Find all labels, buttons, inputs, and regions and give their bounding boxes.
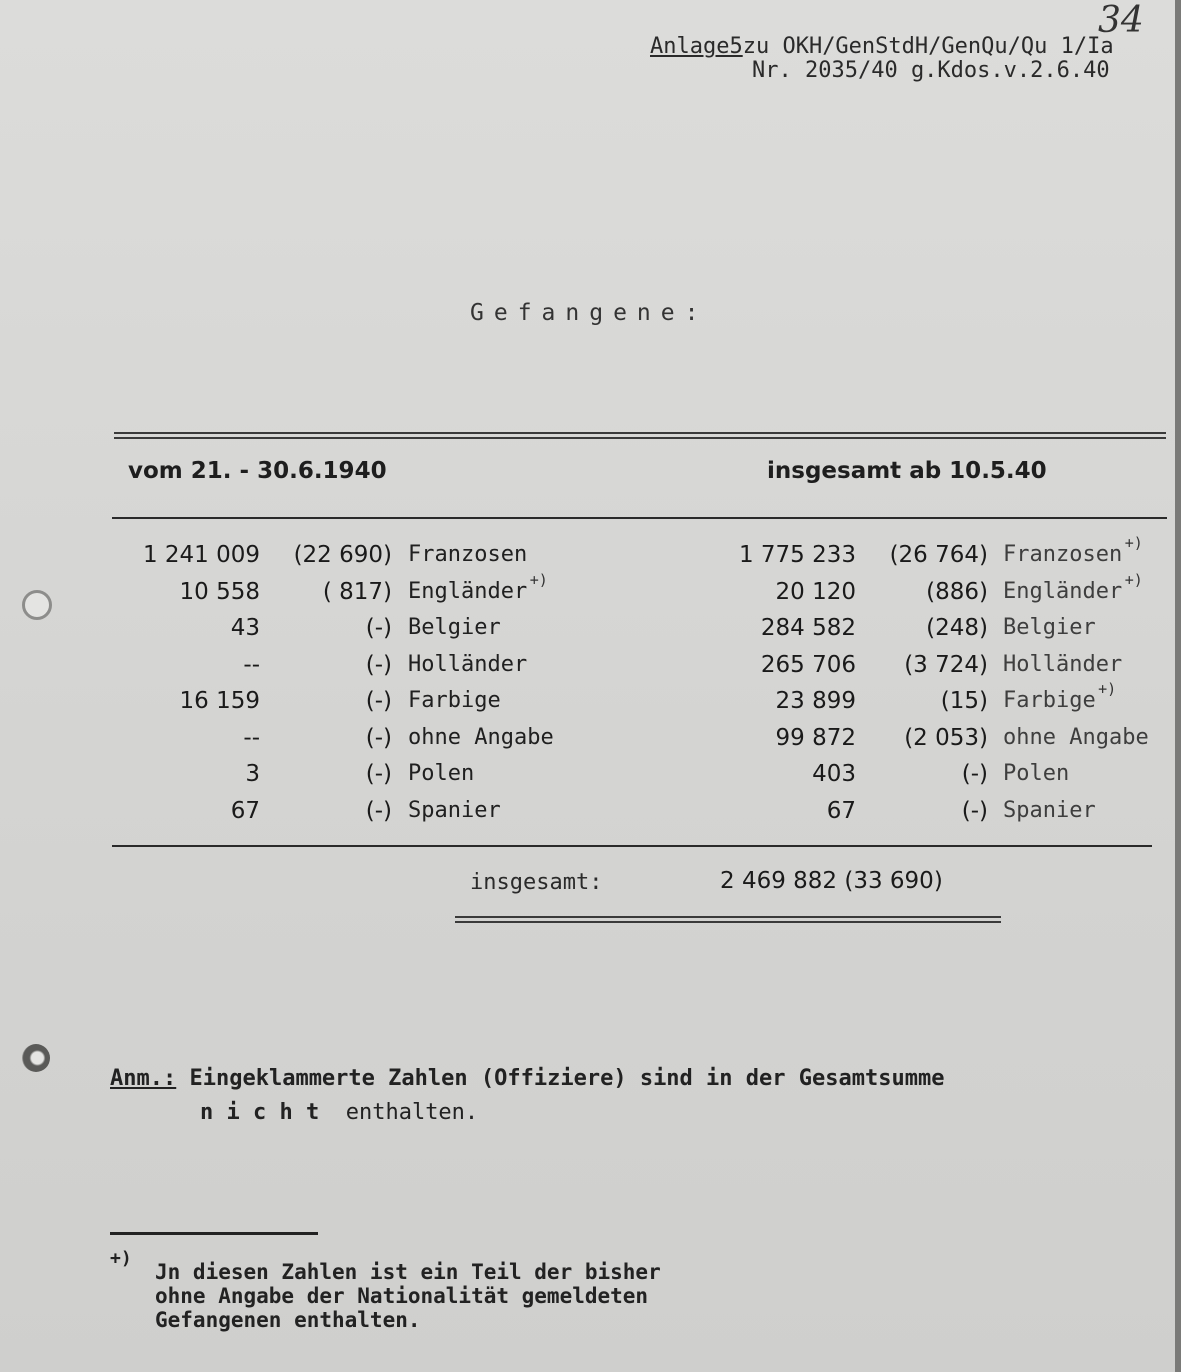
total-nationality: Franzosen [1003, 542, 1123, 567]
page-title: Gefangene: [470, 300, 709, 326]
note [110, 1066, 944, 1091]
total-count: 284 582 [760, 615, 856, 641]
period-count: 10 558 [179, 579, 260, 605]
period-nationality: Holländer [408, 652, 528, 677]
header-document-number: Nr. 2035/40 g.Kdos.v.2.6.40 [752, 58, 1110, 83]
note-text: Eingeklammerte Zahlen (Offiziere) sind in der Gesamtsumme [189, 1066, 945, 1091]
period-count: -- [243, 725, 260, 751]
total-count: 23 899 [775, 688, 856, 714]
total-nationality: Polen [1003, 761, 1070, 786]
total-count: 1 775 233 [738, 542, 856, 568]
double-rule-total [455, 916, 1001, 923]
total-officers: (-) [961, 798, 988, 824]
period-officers: (-) [365, 615, 392, 641]
column-header-total: insgesamt ab 10.5.40 [767, 458, 1047, 484]
total-count: 403 [812, 761, 856, 787]
punch-hole [22, 1044, 50, 1072]
total-officers: (-) [961, 761, 988, 787]
period-nationality: ohne Angabe [408, 725, 554, 750]
total-officers: (2 053) [904, 725, 988, 751]
total-count: 20 120 [775, 579, 856, 605]
footnote-ref: +) [1124, 534, 1143, 552]
total-nationality: Holländer [1003, 652, 1123, 677]
note-emphasis: n i c h t [200, 1100, 320, 1125]
total-count: 67 [826, 798, 856, 824]
period-officers: (-) [365, 652, 392, 678]
rule-under-header [112, 517, 1167, 519]
period-count: 1 241 009 [142, 542, 260, 568]
note-label: Anm.: [110, 1066, 177, 1091]
total-nationality: Spanier [1003, 798, 1096, 823]
punch-hole [22, 590, 52, 620]
footnote-ref: +) [1124, 571, 1143, 589]
total-count: 99 872 [775, 725, 856, 751]
footnote-mark: +) [110, 1248, 132, 1269]
double-rule-top [114, 432, 1166, 439]
period-officers: (22 690) [293, 542, 392, 568]
page-number: 34 [1098, 0, 1144, 41]
period-count: -- [243, 652, 260, 678]
page-edge [1175, 0, 1181, 1372]
note-continuation [200, 1100, 478, 1125]
total-label: insgesamt: [470, 870, 603, 895]
note-text-end: enthalten. [345, 1100, 479, 1125]
period-nationality: Spanier [408, 798, 501, 823]
period-officers: (-) [365, 725, 392, 751]
total-officers: (26 764) [889, 542, 988, 568]
period-officers: (-) [365, 798, 392, 824]
period-nationality: Belgier [408, 615, 501, 640]
period-officers: (-) [365, 761, 392, 787]
total-officers: (886) [926, 579, 988, 605]
period-nationality: Farbige [408, 688, 501, 713]
period-count: 3 [245, 761, 260, 787]
footnote-line: Gefangenen enthalten. [155, 1308, 421, 1332]
total-nationality: Farbige [1003, 688, 1096, 713]
total-nationality: Belgier [1003, 615, 1096, 640]
total-nationality: ohne Angabe [1003, 725, 1149, 750]
total-officers: (3 724) [904, 652, 988, 678]
period-count: 43 [230, 615, 260, 641]
total-officers: (248) [926, 615, 988, 641]
period-nationality: Polen [408, 761, 475, 786]
period-nationality: Engländer [408, 579, 528, 604]
period-count: 16 159 [179, 688, 260, 714]
period-officers: (-) [365, 688, 392, 714]
rule-under-table [112, 845, 1152, 847]
annex-label: Anlage5 [650, 34, 743, 59]
period-officers: ( 817) [322, 579, 392, 605]
footnote-line: ohne Angabe der Nationalität gemeldeten [155, 1284, 649, 1308]
column-header-period: vom 21. - 30.6.1940 [128, 458, 387, 484]
header-line1-rest: zu OKH/GenStdH/GenQu/Qu 1/Ia [742, 34, 1114, 59]
total-value: 2 469 882 (33 690) [720, 868, 943, 894]
period-nationality: Franzosen [408, 542, 528, 567]
total-officers: (15) [940, 688, 988, 714]
header-reference [650, 34, 1114, 59]
total-count: 265 706 [760, 652, 856, 678]
footnote-ref: +) [1098, 680, 1117, 698]
footnote-ref: +) [529, 571, 548, 589]
total-nationality: Engländer [1003, 579, 1123, 604]
footnote-line: Jn diesen Zahlen ist ein Teil der bisher [155, 1260, 661, 1284]
footnote-rule [110, 1232, 318, 1235]
period-count: 67 [230, 798, 260, 824]
